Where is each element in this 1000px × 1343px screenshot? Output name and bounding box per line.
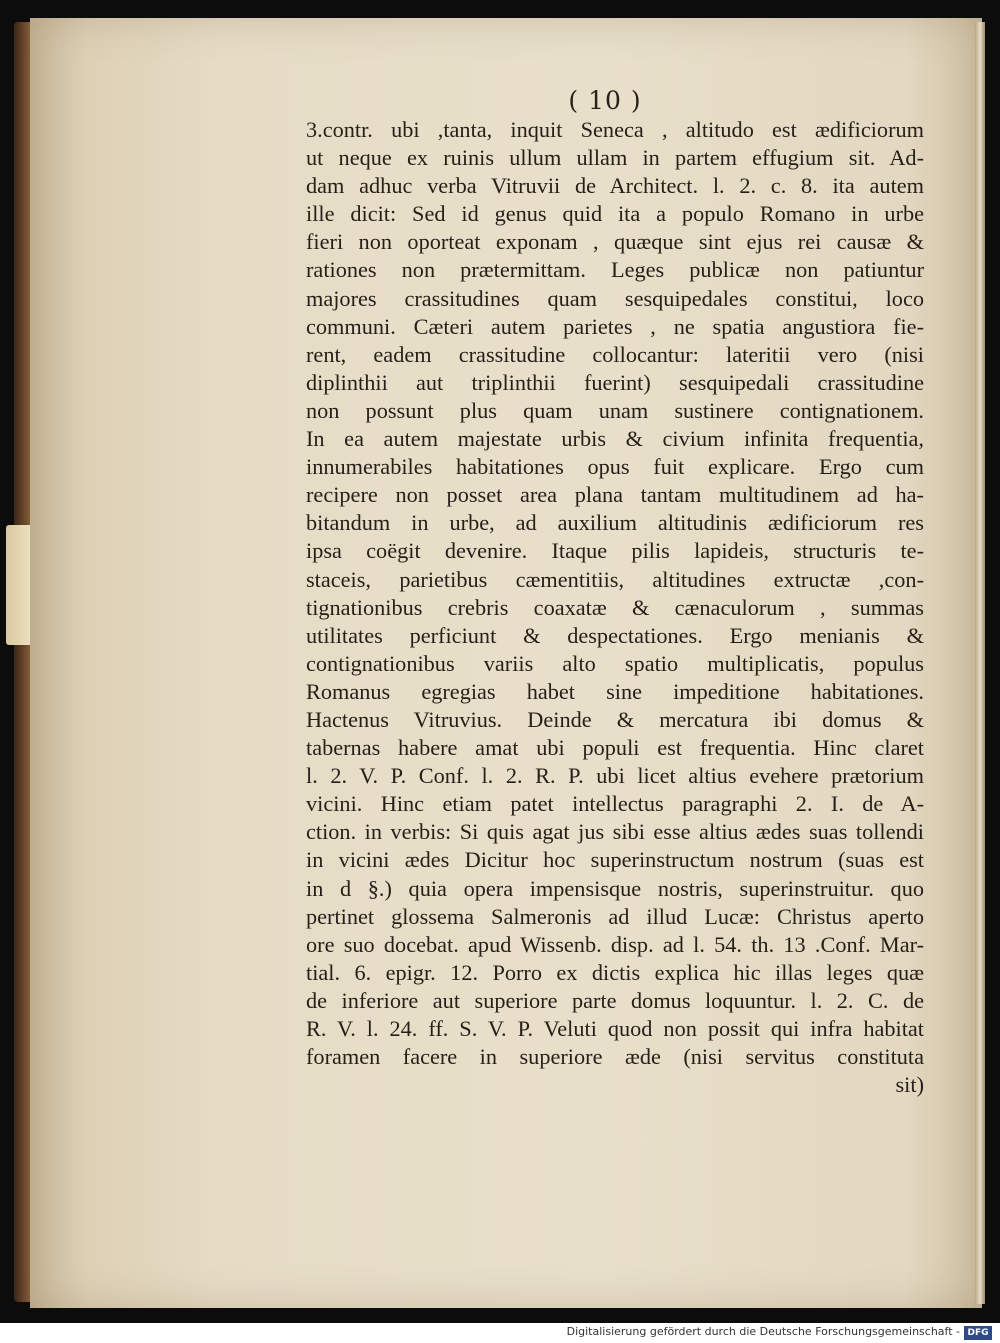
text-line: 3.contr. ubi ,tanta, inquit Seneca , altitudo est ædificiorum [306, 117, 924, 142]
text-line: rationes non prætermittam. Leges publicæ non patiuntur [306, 257, 924, 283]
text-line: staceis, parietibus cæmentitiis, altitudines extructæ ,con- [306, 566, 924, 592]
text-line: ille dicit: Sed id genus quid ita a populo Romano in urbe [306, 201, 924, 227]
text-line: dam adhuc verba Vitruvii de Architect. l. 2. c. 8. ita autem [306, 173, 924, 199]
text-line: tignationibus crebris coaxatæ & cænaculorum , summas [306, 594, 924, 620]
text-line: foramen facere in superiore æde (nisi servitus constituta [306, 1044, 924, 1070]
text-line: diplinthii aut triplinthii fuerint) sesquipedali crassitudine [306, 369, 924, 395]
text-line: in vicini ædes Dicitur hoc superinstructum nostrum (suas est [306, 847, 924, 873]
digitization-footer [0, 1323, 1000, 1343]
text-line: fieri non oporteat exponam , quæque sint ejus rei causæ & [306, 229, 924, 255]
text-line: In ea autem majestate urbis & civium infinita frequentia, [306, 426, 924, 452]
text-line: in d §.) quia opera impensisque nostris, superinstruitur. quo [306, 875, 924, 901]
text-line: tial. 6. epigr. 12. Porro ex dictis explica hic illas leges quæ [306, 959, 924, 985]
body-text [306, 116, 924, 1099]
text-line: R. V. l. 24. ff. S. V. P. Veluti quod non possit qui infra habitat [306, 1016, 924, 1041]
text-line: contignationibus variis alto spatio multiplicatis, populus [306, 650, 924, 676]
text-line: non possunt plus quam unam sustinere contignationem. [306, 397, 924, 423]
text-line: tabernas habere amat ubi populi est frequentia. Hinc claret [306, 735, 924, 761]
text-line: de inferiore aut superiore parte domus loquuntur. l. 2. C. de [306, 987, 924, 1013]
page-edge [975, 22, 985, 1304]
text-line: vicini. Hinc etiam patet intellectus paragraphi 2. I. de A- [306, 791, 924, 817]
text-line: majores crassitudines quam sesquipedales constitui, loco [306, 285, 924, 311]
text-line: recipere non posset area plana tantam multitudinem ad ha- [306, 482, 924, 508]
text-line: bitandum in urbe, ad auxilium altitudinis ædificiorum res [306, 510, 924, 536]
footer-credit: Digitalisierung gefördert durch die Deutsche Forschungsgemeinschaft - [566, 1325, 960, 1338]
text-line: innumerabiles habitationes opus fuit explicare. Ergo cum [306, 454, 924, 480]
text-line: l. 2. V. P. Conf. l. 2. R. P. ubi licet altius evehere prætorium [306, 763, 924, 789]
catchword: sit) [895, 1072, 924, 1098]
text-line: ction. in verbis: Si quis agat jus sibi esse altius ædes suas tollendi [306, 819, 924, 845]
text-line: ipsa coëgit devenire. Itaque pilis lapideis, structuris te- [306, 538, 924, 564]
text-line: rent, eadem crassitudine collocantur: lateritii vero (nisi [306, 341, 924, 367]
text-line: Romanus egregias habet sine impeditione habitationes. [306, 678, 924, 704]
text-line: utilitates perficiunt & despectationes. Ergo menianis & [306, 622, 924, 648]
text-line: ore suo docebat. apud Wissenb. disp. ad l. 54. th. 13 .Conf. Mar- [306, 931, 924, 957]
page-number: ( 10 ) [568, 86, 642, 115]
dfg-logo-icon: DFG [964, 1326, 992, 1340]
text-line: ut neque ex ruinis ullum ullam in partem effugium sit. Ad- [306, 145, 924, 171]
text-line: communi. Cæteri autem parietes , ne spatia angustiora fie- [306, 313, 924, 339]
text-line: Hactenus Vitruvius. Deinde & mercatura ibi domus & [306, 706, 924, 732]
text-line: pertinet glossema Salmeronis ad illud Lucæ: Christus aperto [306, 903, 924, 929]
